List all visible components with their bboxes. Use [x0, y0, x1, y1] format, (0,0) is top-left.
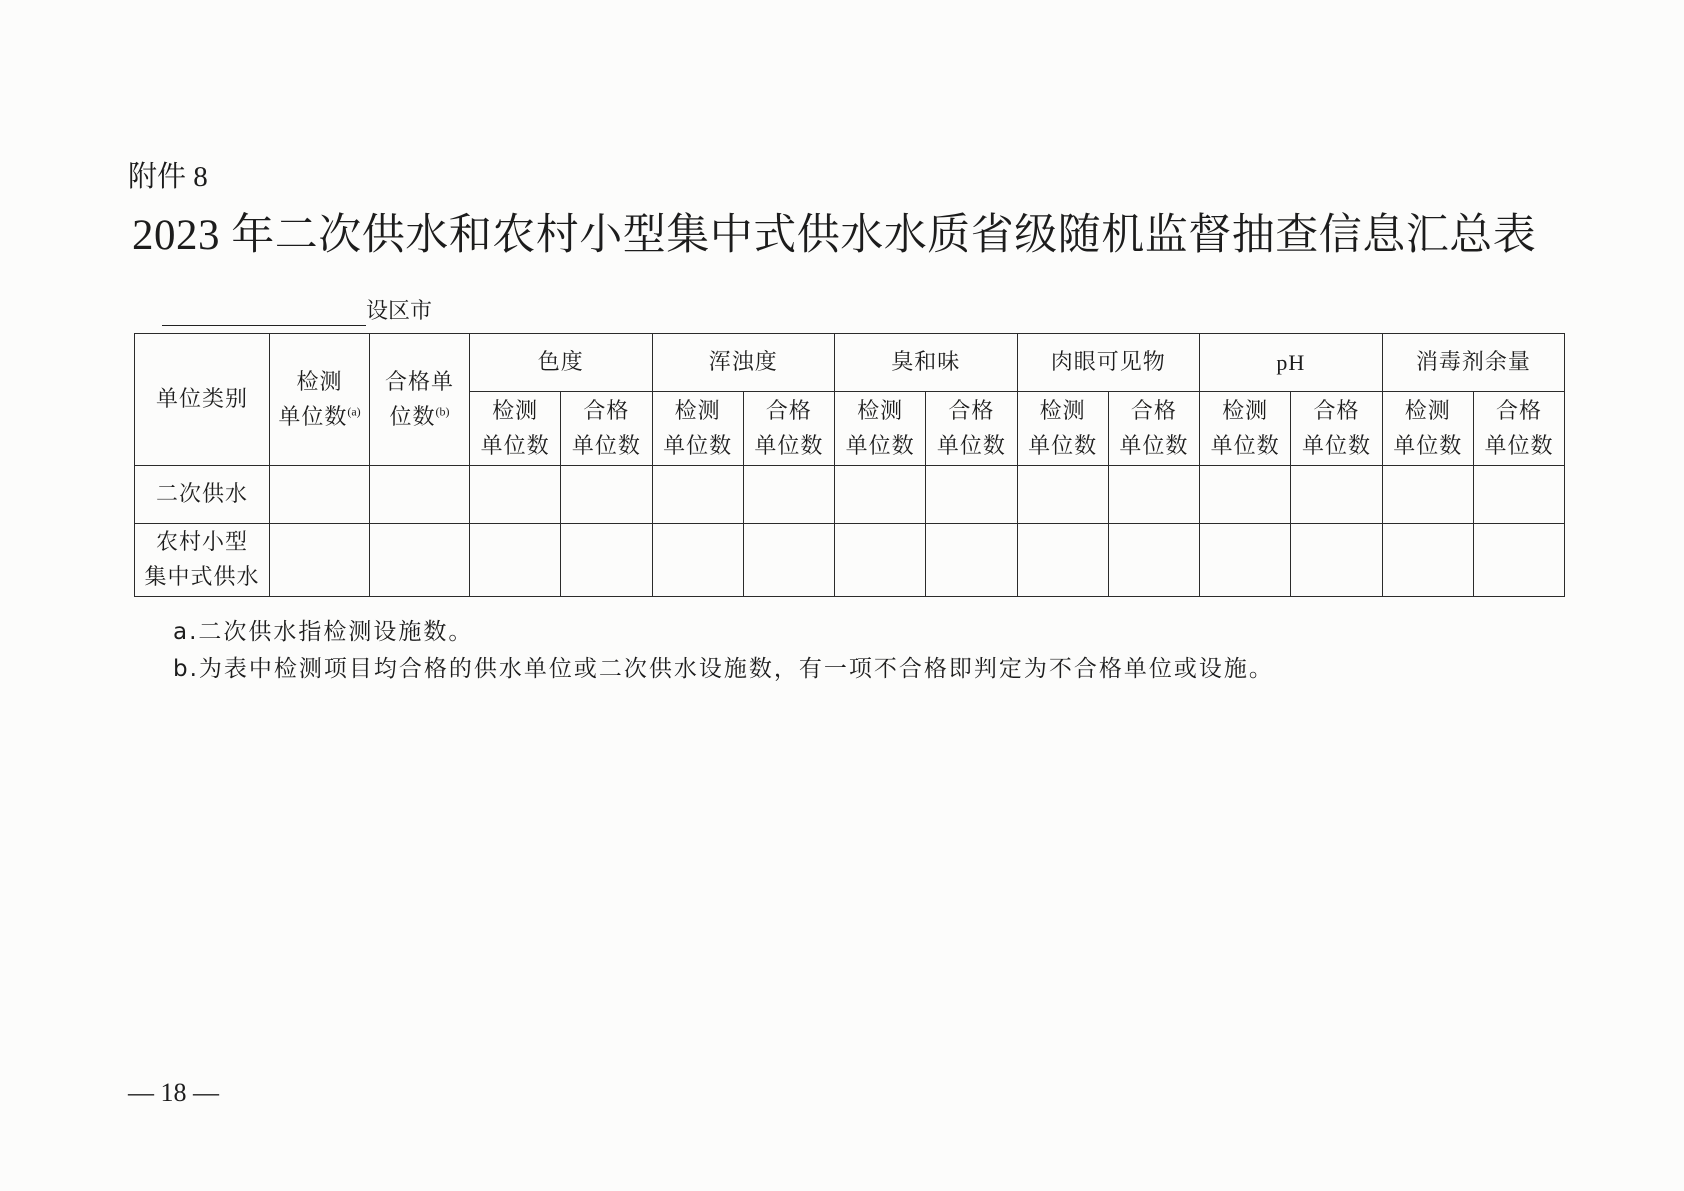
header-unit-type-label: 单位类别: [155, 387, 248, 412]
subheader-line2: 单位数: [571, 433, 641, 459]
region-line: [162, 298, 432, 326]
region-label: 设区市: [366, 299, 433, 324]
subheader-turbidity-tested: [652, 392, 743, 466]
cell-secondary-ph-qualified: [1291, 466, 1382, 524]
cell-rural-disinfectant-tested: [1382, 524, 1473, 597]
cell-secondary-odor-taste-tested: [835, 466, 926, 524]
subheader-visible-matter-tested: [1017, 392, 1108, 466]
cell-rural-ph-tested: [1200, 524, 1291, 597]
subheader-line2: 单位数: [845, 433, 915, 459]
footnote-b: b.为表中检测项目均合格的供水单位或二次供水设施数，有一项不合格即判定为不合格单位或设施。: [173, 656, 1274, 682]
row-label-line: 二次供水: [155, 482, 248, 507]
cell-rural-turbidity-qualified: [743, 524, 834, 597]
header-tested-line2-wrap: [270, 400, 369, 435]
subheader-color-qualified: [561, 392, 652, 466]
header-tested-line2: 单位数: [278, 404, 348, 430]
cell-secondary-odor-taste-qualified: [926, 466, 1017, 524]
cell-secondary-visible-matter-qualified: [1108, 466, 1199, 524]
cell-rural-turbidity-tested: [652, 524, 743, 597]
group-header-disinfectant-residual: 消毒剂余量: [1382, 334, 1565, 392]
cell-rural-color-tested: [470, 524, 561, 597]
row-label-rural-centralized-supply: [135, 524, 270, 597]
footnote-marker-a: (a): [347, 404, 361, 419]
subheader-line2: 单位数: [1119, 433, 1189, 459]
header-tested-line1: 检测: [296, 369, 343, 395]
subheader-line2: 单位数: [1393, 433, 1463, 459]
group-header-color: 色度: [470, 334, 653, 392]
header-row-groups: [135, 334, 1565, 392]
group-header-visible-matter: 肉眼可见物: [1017, 334, 1200, 392]
cell-rural-ph-qualified: [1291, 524, 1382, 597]
cell-secondary-turbidity-qualified: [743, 466, 834, 524]
table-row-rural-centralized-supply: [135, 524, 1565, 597]
header-unit-type: [135, 334, 270, 466]
cell-secondary-visible-matter-tested: [1017, 466, 1108, 524]
page-title: 2023 年二次供水和农村小型集中式供水水质省级随机监督抽查信息汇总表: [132, 212, 1537, 259]
row-label-line: 农村小型: [155, 530, 248, 555]
subheader-line1: 合格: [948, 398, 995, 424]
subheader-line1: 合格: [1130, 398, 1177, 424]
cell-secondary-color-qualified: [561, 466, 652, 524]
footnote-marker-b: (b): [435, 404, 450, 419]
cell-secondary-turbidity-tested: [652, 466, 743, 524]
subheader-line1: 合格: [1495, 398, 1542, 424]
cell-secondary-disinfectant-tested: [1382, 466, 1473, 524]
cell-secondary-color-tested: [470, 466, 561, 524]
row-label-line: 集中式供水: [144, 565, 260, 590]
cell-rural-color-qualified: [561, 524, 652, 597]
subheader-ph-tested: [1200, 392, 1291, 466]
cell-secondary-disinfectant-qualified: [1473, 466, 1564, 524]
cell-secondary-ph-tested: [1200, 466, 1291, 524]
cell-rural-odor-taste-tested: [835, 524, 926, 597]
subheader-line2: 单位数: [1210, 433, 1280, 459]
footnotes: [173, 614, 1274, 688]
cell-rural-disinfectant-qualified: [1473, 524, 1564, 597]
subheader-line1: 检测: [1222, 398, 1269, 424]
cell-rural-tested-units: [270, 524, 370, 597]
subheader-line2: 单位数: [1028, 433, 1098, 459]
cell-rural-qualified-units: [370, 524, 470, 597]
region-blank-underline: [162, 298, 366, 326]
group-header-odor-taste: 臭和味: [835, 334, 1018, 392]
header-tested-units: [270, 334, 370, 466]
subheader-odor-taste-qualified: [926, 392, 1017, 466]
subheader-line2: 单位数: [663, 433, 733, 459]
subheader-line2: 单位数: [1484, 433, 1554, 459]
subheader-visible-matter-qualified: [1108, 392, 1199, 466]
group-header-turbidity: 浑浊度: [652, 334, 835, 392]
header-qualified-units: [370, 334, 470, 466]
subheader-odor-taste-tested: [835, 392, 926, 466]
cell-rural-odor-taste-qualified: [926, 524, 1017, 597]
header-qualified-line1: 合格单: [384, 369, 454, 395]
subheader-line1: 检测: [857, 398, 904, 424]
subheader-line1: 检测: [1039, 398, 1086, 424]
subheader-line2: 单位数: [1301, 433, 1371, 459]
header-qualified-line2-wrap: [370, 400, 469, 435]
cell-secondary-qualified-units: [370, 466, 470, 524]
subheader-disinfectant-tested: [1382, 392, 1473, 466]
summary-table: [134, 333, 1565, 597]
subheader-line1: 检测: [674, 398, 721, 424]
subheader-color-tested: [470, 392, 561, 466]
cell-rural-visible-matter-qualified: [1108, 524, 1199, 597]
row-label-secondary-supply: [135, 466, 270, 524]
table-row-secondary-supply: [135, 466, 1565, 524]
subheader-turbidity-qualified: [743, 392, 834, 466]
group-header-ph: pH: [1200, 334, 1383, 392]
subheader-disinfectant-qualified: [1473, 392, 1564, 466]
subheader-line1: 合格: [1313, 398, 1360, 424]
subheader-line2: 单位数: [754, 433, 824, 459]
subheader-line1: 合格: [765, 398, 812, 424]
header-qualified-line2: 位数: [389, 404, 436, 430]
subheader-ph-qualified: [1291, 392, 1382, 466]
attachment-label: 附件 8: [128, 161, 208, 193]
page-number: — 18 —: [128, 1078, 219, 1107]
cell-rural-visible-matter-tested: [1017, 524, 1108, 597]
subheader-line2: 单位数: [480, 433, 550, 459]
subheader-line1: 检测: [1404, 398, 1451, 424]
subheader-line1: 检测: [492, 398, 539, 424]
footnote-a: a.二次供水指检测设施数。: [173, 619, 474, 645]
subheader-line1: 合格: [583, 398, 630, 424]
cell-secondary-tested-units: [270, 466, 370, 524]
subheader-line2: 单位数: [936, 433, 1006, 459]
